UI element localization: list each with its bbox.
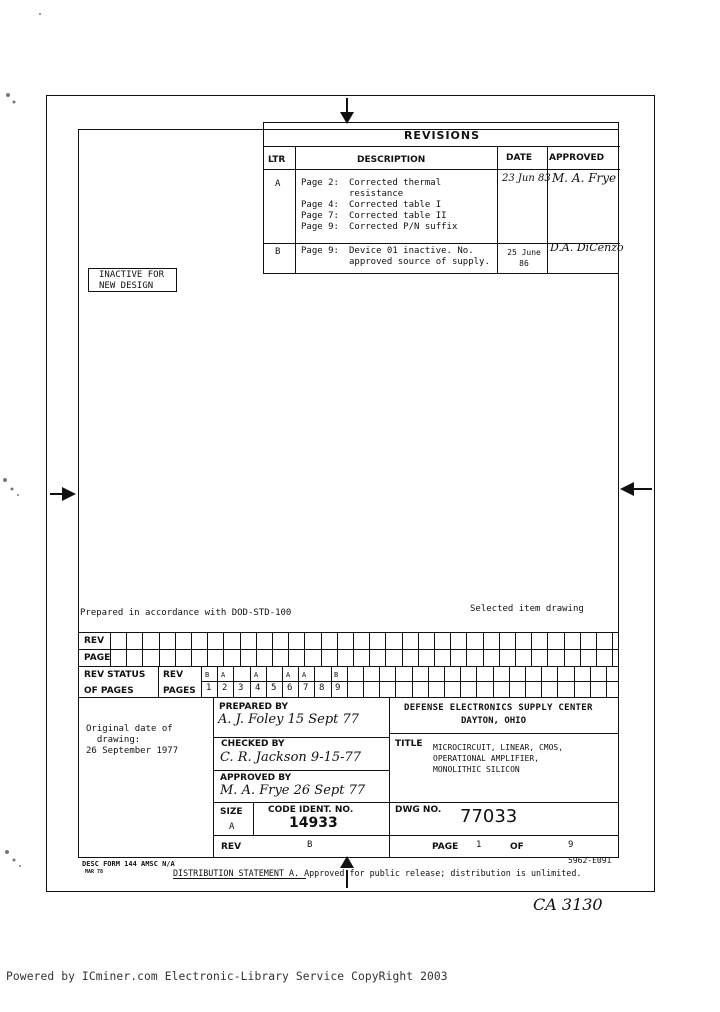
rev-value: B (334, 671, 339, 679)
page-number: 5 (271, 683, 277, 693)
dwg-value: 77033 (460, 806, 518, 827)
checked-by-label: CHECKED BY (221, 739, 285, 749)
rev-row-a-ltr: A (275, 179, 281, 189)
page-number: 8 (319, 683, 325, 693)
original-date: Original date of drawing: 26 September 1977 (86, 724, 179, 756)
footer-copyright: Powered by ICminer.com Electronic-Library Service CopyRight 2003 (6, 970, 448, 983)
checked-signature: C. R. Jackson 9-15-77 (220, 750, 362, 765)
rev-value: A (221, 671, 226, 679)
col-description: DESCRIPTION (357, 155, 426, 165)
rev-row-b-approved: D.A. DiCenzo (550, 241, 624, 254)
revisions-heading: REVISIONS (403, 129, 481, 142)
form-date: MAR 78 (85, 869, 104, 875)
col-approved: APPROVED (549, 153, 605, 163)
agency-city: DAYTON, OHIO (461, 716, 527, 726)
inactive-stamp: INACTIVE FOR NEW DESIGN (88, 268, 177, 292)
col-ltr: LTR (268, 155, 286, 165)
handwritten-reference: CA 3130 (533, 895, 603, 914)
grid-page-label: PAGE (84, 653, 111, 663)
title-label: TITLE (395, 739, 423, 749)
rev-footer-value: B (307, 840, 313, 850)
size-value: A (229, 822, 235, 832)
rev-value: A (286, 671, 291, 679)
rev-row-b-date: 25 June 86 (507, 248, 541, 268)
page-number: 1 (206, 683, 212, 693)
page-number: 6 (287, 683, 293, 693)
grid-rev-status-label: REV STATUS (84, 670, 146, 680)
prepared-note: Prepared in accordance with DOD-STD-100 (80, 608, 292, 618)
title-text: MICROCIRCUIT, LINEAR, CMOS, OPERATIONAL AMPLIFIER, MONOLITHIC SILICON (433, 743, 564, 774)
page-footer-label: PAGE (432, 842, 459, 852)
rev-row-a-desc: Page 2: Corrected thermal resistance Page 4: Corrected table I Page 7: Corrected table II Page 9: Corrected P/N suffix (301, 178, 458, 232)
rev-row-a-date: 23 Jun 83 (502, 173, 551, 184)
code-ident-label: CODE IDENT. NO. (268, 805, 354, 815)
rev-value: A (254, 671, 259, 679)
grid-rev-label: REV (84, 636, 105, 646)
approved-by-label: APPROVED BY (220, 773, 292, 783)
page-footer-value: 1 (476, 840, 482, 850)
rev-footer-label: REV (221, 842, 242, 852)
grid-pages-label: PAGES (163, 686, 196, 696)
distribution-statement: DISTRIBUTION STATEMENT A. Approved for public release; distribution is unlimited. (173, 868, 582, 878)
page-number: 7 (303, 683, 309, 693)
desc-form: DESC FORM 144 AMSC N/A (82, 860, 175, 868)
rev-row-a-approved: M. A. Frye (552, 171, 617, 185)
page-number: 4 (255, 683, 261, 693)
page-number: 9 (335, 683, 341, 693)
rev-row-b-desc: Page 9: Device 01 inactive. No. approved source of supply. (301, 246, 490, 267)
col-date: DATE (506, 153, 533, 163)
rev-value: B (205, 671, 210, 679)
grid-rev-label-2: REV (163, 670, 184, 680)
dwg-label: DWG NO. (395, 805, 442, 815)
rev-value: A (302, 671, 307, 679)
prepared-by-label: PREPARED BY (219, 702, 288, 712)
of-label: OF (510, 842, 524, 852)
page-number: 3 (238, 683, 244, 693)
code-ident-value: 14933 (289, 815, 338, 831)
selected-note: Selected item drawing (470, 604, 584, 614)
size-label: SIZE (220, 807, 243, 817)
rev-row-b-ltr: B (275, 247, 281, 257)
approved-signature: M. A. Frye 26 Sept 77 (220, 783, 366, 798)
prepared-signature: A. J. Foley 15 Sept 77 (218, 712, 360, 727)
form-code: 5962-E091 (568, 856, 612, 865)
grid-of-pages-label: OF PAGES (84, 686, 134, 696)
of-value: 9 (568, 840, 574, 850)
agency-name: DEFENSE ELECTRONICS SUPPLY CENTER (404, 703, 593, 713)
page-number: 2 (222, 683, 228, 693)
